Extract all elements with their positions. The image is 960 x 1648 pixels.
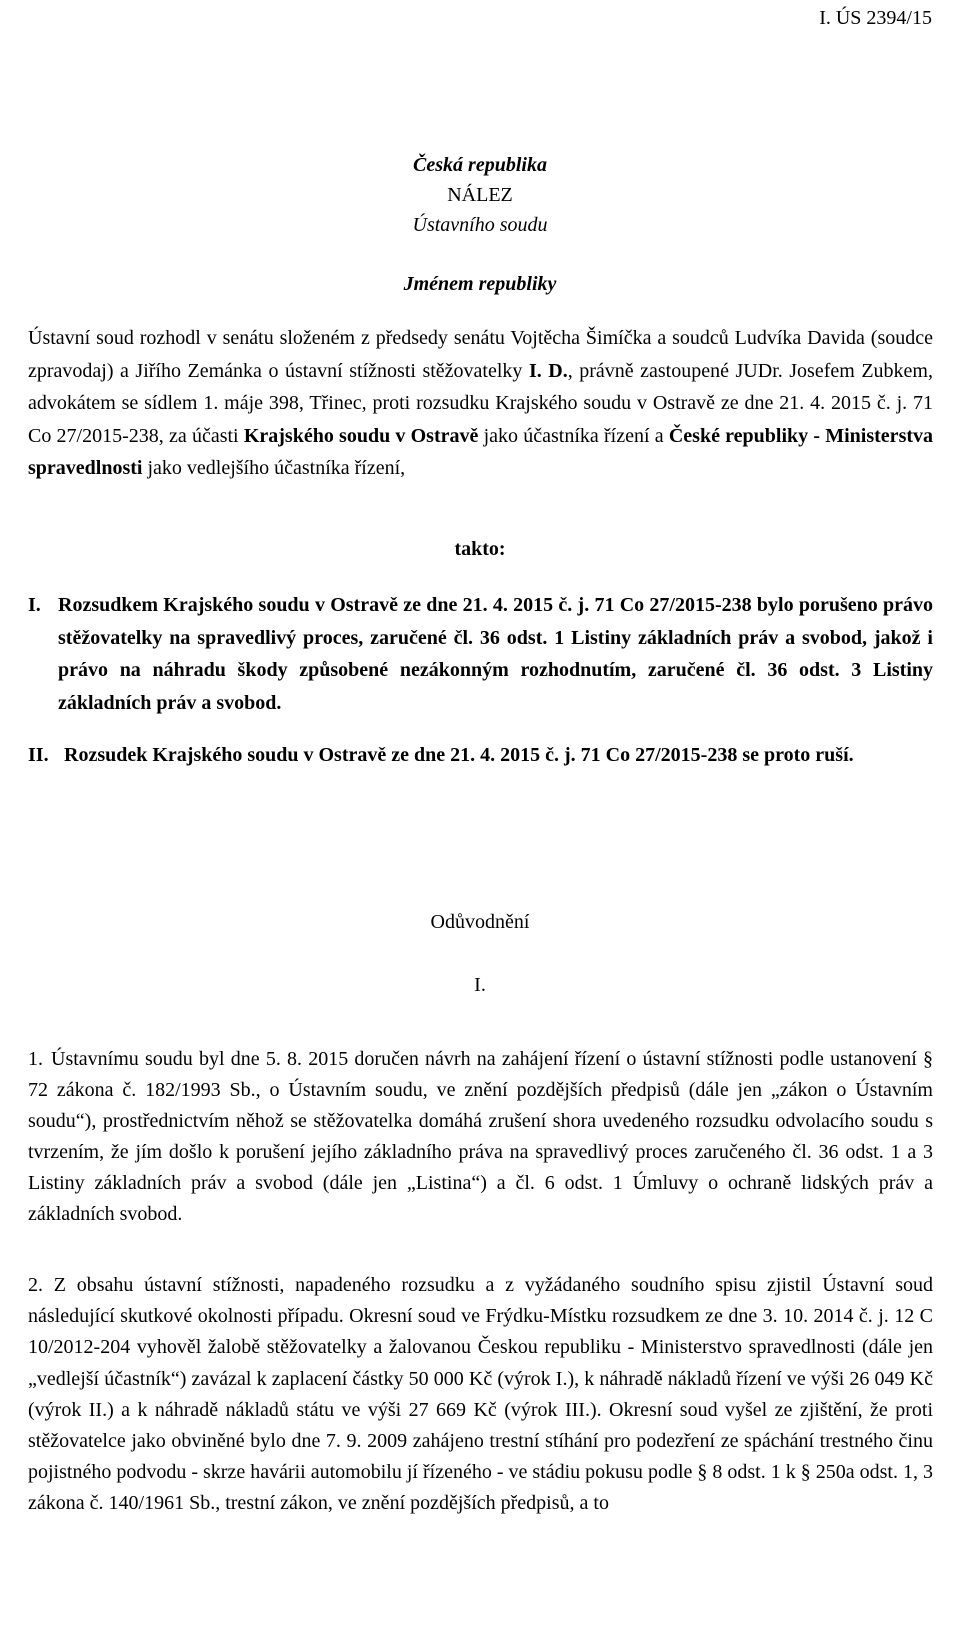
reasoning-paragraph (28, 1270, 933, 1520)
complainant-name: I. D. (528, 359, 568, 382)
header-court: Ústavního soudu (412, 214, 548, 236)
intro-text (28, 322, 933, 485)
reasoning-paragraph (28, 1044, 933, 1230)
verdict-item (28, 739, 933, 772)
paragraph-text (28, 1270, 933, 1520)
paragraph-text (28, 1044, 933, 1230)
intro-paragraph (28, 322, 933, 485)
takto-heading: takto: (454, 538, 506, 560)
verdict-number: II. (28, 744, 49, 766)
party-ministry: České republiky - Ministerstva spravedlnosti (28, 424, 934, 479)
verdict (28, 589, 933, 772)
intro-text-1: Ústavní soud rozhodl v senátu složeném z předsedy senátu Vojtěcha Šimíčka a soudců Ludvíka Davida (soudce zpravodaj) a Jiřího Zemánka o ústavní stížnosti stěžovatelky (28, 327, 933, 382)
intro-text-7: jako vedlejšího účastníka řízení, (142, 457, 406, 479)
intro-text-3: , právně zastoupené JUDr. Josefem Zubkem, advokátem se sídlem 1. máje 398, Třinec, proti rozsudku Krajského soudu v Ostravě ze dne 21. 4. 2015 č. j. 71 Co 27/2015-238, za účasti (28, 359, 933, 447)
verdict-number: I. (28, 594, 41, 616)
case-reference: I. ÚS 2394/15 (819, 7, 932, 29)
document-header (0, 150, 960, 299)
header-country: Česká republika (413, 154, 547, 176)
paragraph-body: Ústavnímu soudu byl dne 5. 8. 2015 doručen návrh na zahájení řízení o ústavní stížnosti podle ustanovení § 72 zákona č. 182/1993 Sb., o Ústavním soudu, ve znění pozdějších předpisů (dále jen „zákon o Ústavním soudu“), prostřednictvím něhož se stěžovatelka domáhá zrušení shora uvedeného rozsudku odvolacího soudu s tvrzením, že jím došlo k porušení jejího základního práva na spravedlivý proces zaručeného čl. 36 odst. 1 a 3 Listiny základních práv a svobod (dále jen „Listina“) a čl. 6 odst. 1 Úmluvy o ochraně lidských práv a základních svobod. (28, 1048, 933, 1225)
section-numeral: I. (474, 974, 486, 996)
verdict-item (28, 589, 933, 719)
header-type: NÁLEZ (447, 184, 513, 206)
paragraph-number: 1. (28, 1048, 43, 1070)
paragraph-number: 2. (28, 1274, 43, 1296)
reasoning-heading: Odůvodnění (430, 911, 530, 933)
paragraph-body: Z obsahu ústavní stížnosti, napadeného rozsudku a z vyžádaného soudního spisu zjistil Ústavní soud následující skutkové okolnosti případu. Okresní soud ve Frýdku-Místku rozsudkem ze dne 3. 10. 2014 č. j. 12 C 10/2012-204 vyhověl žalobě stěžovatelky a žalovanou Českou republiku - Ministerstvo spravedlnosti (dále jen „vedlejší účastník“) zavázal k zaplacení částky 50 000 Kč (výrok I.), k náhradě nákladů řízení ve výši 26 049 Kč (výrok II.) a k náhradě nákladů státu ve výši 27 669 Kč (výrok III.). Okresní soud vyšel ze zjištění, že proti stěžovatelce jako obviněné bylo dne 7. 9. 2009 zahájeno trestní stíhání pro podezření ze spáchání trestného činu pojistného podvodu - skrze havárii automobilu jí řízeného - ve stádiu pokusu podle § 8 odst. 1 k § 250a odst. 1, 3 zákona č. 140/1961 Sb., trestní zákon, ve znění pozdějších předpisů, a to (28, 1274, 933, 1515)
intro-text-5: jako účastníka řízení a (478, 424, 669, 447)
verdict-text: Rozsudek Krajského soudu v Ostravě ze dne 21. 4. 2015 č. j. 71 Co 27/2015-238 se proto ruší. (64, 744, 854, 766)
party-regional-court: Krajského soudu v Ostravě (243, 424, 479, 447)
verdict-text: Rozsudkem Krajského soudu v Ostravě ze dne 21. 4. 2015 č. j. 71 Co 27/2015-238 bylo porušeno právo stěžovatelky na spravedlivý proces, zaručené čl. 36 odst. 1 Listiny základních práv a svobod, jakož i právo na náhradu škody způsobené nezákonným rozhodnutím, zaručené čl. 36 odst. 3 Listiny základních práv a svobod. (58, 594, 933, 714)
header-in-name-of: Jménem republiky (403, 273, 557, 295)
